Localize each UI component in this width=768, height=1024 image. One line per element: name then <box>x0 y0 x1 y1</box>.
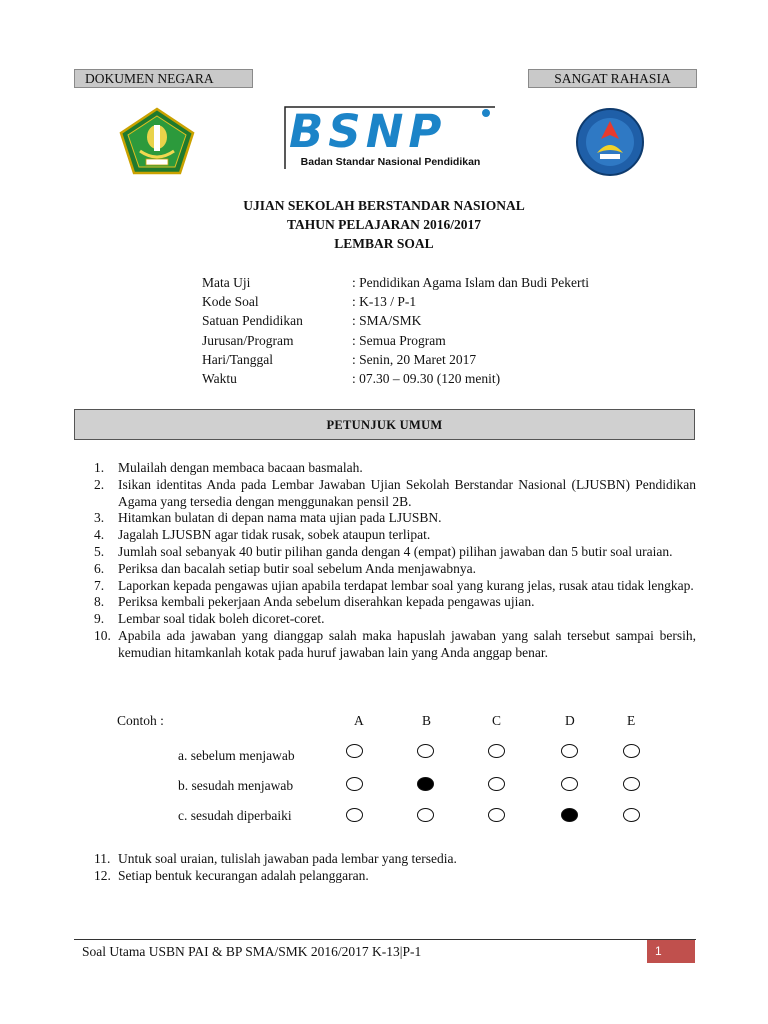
answer-bubble-icon <box>346 808 363 822</box>
petunjuk-umum-heading: PETUNJUK UMUM <box>74 409 695 440</box>
item-number: 12. <box>94 867 111 883</box>
list-item <box>94 544 696 561</box>
option-letter-c: C <box>492 713 502 728</box>
info-row <box>202 350 589 369</box>
info-label: Satuan Pendidikan <box>202 313 303 329</box>
info-value: : Pendidikan Agama Islam dan Budi Pekerti <box>352 275 589 290</box>
info-label: Jurusan/Program <box>202 332 294 348</box>
item-text: Laporkan kepada pengawas ujian apabila terdapat lembar soal yang kurang jelas, rusak atau tidak lengkap. <box>118 577 694 593</box>
item-number: 4. <box>94 527 105 543</box>
item-text: Isikan identitas Anda pada Lembar Jawaban Ujian Sekolah Berstandar Nasional (LJUSBN) Pendidikan Agama yang tersedia dengan menggunakan pensil 2B. <box>118 476 696 509</box>
item-text: Setiap bentuk kecurangan adalah pelanggaran. <box>118 867 369 883</box>
right-tag: SANGAT RAHASIA <box>528 69 697 88</box>
list-item <box>94 510 696 527</box>
list-item <box>94 527 696 544</box>
list-item <box>94 578 696 595</box>
list-item <box>94 460 696 477</box>
info-value: : Semua Program <box>352 332 446 348</box>
list-item <box>94 611 696 628</box>
footer-divider <box>74 939 696 940</box>
answer-bubble-icon <box>417 777 434 791</box>
answer-bubble-icon <box>623 744 640 758</box>
info-row <box>202 273 589 292</box>
info-label: Kode Soal <box>202 294 259 310</box>
item-text: Periksa dan bacalah setiap butir soal sebelum Anda menjawabnya. <box>118 560 477 576</box>
answer-bubble-icon <box>561 777 578 791</box>
instruction-list <box>94 460 696 662</box>
info-value: : 07.30 – 09.30 (120 menit) <box>352 371 501 387</box>
contoh-row-label-c: c. sesudah diperbaiki <box>178 808 292 823</box>
instruction-list-continued <box>94 851 696 885</box>
info-label: Waktu <box>202 371 237 387</box>
info-label: Hari/Tanggal <box>202 351 274 367</box>
answer-bubble-icon <box>346 744 363 758</box>
option-letter-d: D <box>565 713 575 728</box>
answer-bubble-icon <box>623 777 640 791</box>
kemenag-emblem-icon <box>118 107 196 175</box>
item-text: Jagalah LJUSBN agar tidak rusak, sobek ataupun terlipat. <box>118 527 431 543</box>
contoh-row-label-a: a. sebelum menjawab <box>178 748 295 763</box>
answer-bubble-icon <box>417 808 434 822</box>
footer-text: Soal Utama USBN PAI & BP SMA/SMK 2016/2017 K-13|P-1 <box>82 944 422 959</box>
info-value: : SMA/SMK <box>352 313 422 329</box>
item-number: 6. <box>94 560 105 576</box>
item-number: 11. <box>94 851 111 866</box>
info-row <box>202 311 589 330</box>
info-row <box>202 331 589 350</box>
answer-bubble-icon <box>561 808 578 822</box>
answer-bubble-icon <box>346 777 363 791</box>
page-number: 1 <box>647 940 695 963</box>
item-number: 10. <box>94 627 111 643</box>
item-number: 1. <box>94 460 105 475</box>
option-letter-b: B <box>422 713 432 728</box>
item-number: 3. <box>94 510 105 526</box>
item-number: 9. <box>94 611 105 627</box>
title-line-3: LEMBAR SOAL <box>334 236 434 251</box>
answer-bubble-icon <box>561 744 578 758</box>
item-number: 8. <box>94 594 105 610</box>
left-tag: DOKUMEN NEGARA <box>74 69 253 88</box>
option-letter-a: A <box>354 713 364 728</box>
answer-bubble-icon <box>488 777 505 791</box>
info-label: Mata Uji <box>202 275 251 290</box>
exam-info <box>202 273 589 388</box>
list-item <box>94 561 696 578</box>
item-text: Mulailah dengan membaca bacaan basmalah. <box>118 460 363 475</box>
item-text: Jumlah soal sebanyak 40 butir pilihan ganda dengan 4 (empat) pilihan jawaban dan 5 butir soal uraian. <box>118 543 673 559</box>
bsnp-logo <box>283 105 498 171</box>
info-value: : Senin, 20 Maret 2017 <box>352 351 477 367</box>
answer-bubble-icon <box>488 744 505 758</box>
answer-bubble-icon <box>623 808 640 822</box>
item-text: Lembar soal tidak boleh dicoret-coret. <box>118 611 325 627</box>
contoh-label: Contoh : <box>117 713 164 728</box>
option-letter-e: E <box>627 713 636 728</box>
info-row <box>202 292 589 311</box>
item-text: Hitamkan bulatan di depan nama mata ujian pada LJUSBN. <box>118 510 442 526</box>
list-item <box>94 851 696 868</box>
tut-wuri-handayani-emblem-icon <box>575 107 645 177</box>
answer-bubble-icon <box>488 808 505 822</box>
list-item <box>94 477 696 511</box>
item-text: Periksa kembali pekerjaan Anda sebelum diserahkan kepada pengawas ujian. <box>118 594 535 610</box>
list-item <box>94 868 696 885</box>
info-value: : K-13 / P-1 <box>352 294 417 310</box>
item-text: Untuk soal uraian, tulislah jawaban pada lembar yang tersedia. <box>118 851 457 866</box>
item-text: Apabila ada jawaban yang dianggap salah maka hapuslah jawaban yang salah tersebut sampai bersih, kemudian hitamkanlah kotak pada huruf jawaban lain yang Anda anggap benar. <box>118 627 696 660</box>
list-item <box>94 628 696 662</box>
document-titles <box>0 196 768 253</box>
title-line-1: UJIAN SEKOLAH BERSTANDAR NASIONAL <box>243 198 525 213</box>
item-number: 5. <box>94 543 105 559</box>
item-number: 7. <box>94 577 105 593</box>
bsnp-logo-text: BSNP <box>289 105 447 158</box>
bsnp-logo-subtitle: Badan Standar Nasional Pendidikan <box>300 156 481 168</box>
title-line-2: TAHUN PELAJARAN 2016/2017 <box>286 217 481 232</box>
info-row <box>202 369 589 388</box>
contoh-row-label-b: b. sesudah menjawab <box>178 778 294 793</box>
answer-bubble-icon <box>417 744 434 758</box>
list-item <box>94 594 696 611</box>
item-number: 2. <box>94 476 105 492</box>
